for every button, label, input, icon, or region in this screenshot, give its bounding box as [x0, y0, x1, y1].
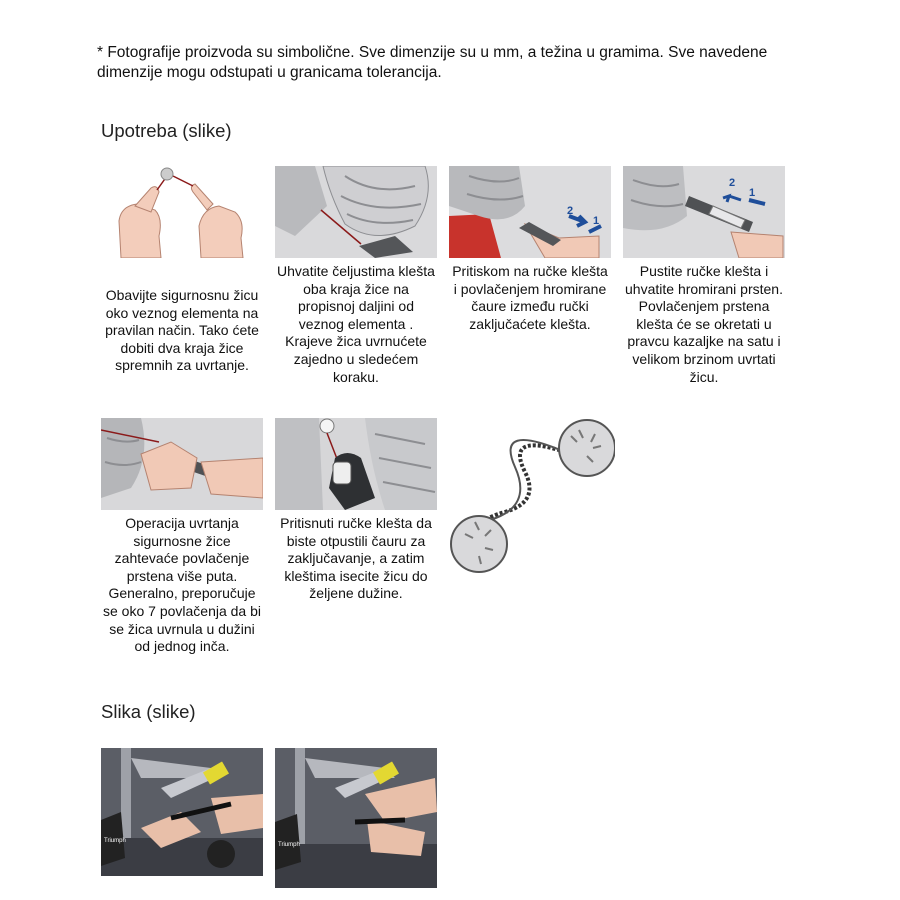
usage-step-1 — [101, 166, 263, 375]
step-2-illustration — [275, 166, 437, 258]
product-photo-2 — [275, 748, 437, 888]
product-photo-1 — [101, 748, 263, 876]
step-4-arrow-label-2: 2 — [729, 177, 736, 189]
disclaimer-note: * Fotografije proizvoda su simbolične. Sve dimenzije su u mm, a težina u gramima. Sve navedene dimenzije mogu odstupati u granicama tolerancija. — [97, 44, 768, 81]
step-1-illustration — [101, 166, 263, 258]
step-3-arrow-label-1: 1 — [593, 215, 600, 227]
usage-step-3 — [449, 166, 611, 333]
step-6-illustration — [275, 418, 437, 510]
usage-step-2 — [275, 166, 437, 386]
step-4-arrow-label-1: 1 — [749, 187, 756, 199]
step-3-arrow-label-2: 2 — [567, 205, 574, 217]
step-4-caption: Pustite ručke klešta i uhvatite hromirani prsten. Povlačenjem prstena klešta će se okretati u pravcu kazaljke na satu i velikom brzinom uvrtati žicu. — [625, 263, 783, 385]
step-1-caption: Obavijte sigurnosnu žicu oko veznog elementa na pravilan način. Tako ćete dobiti dva kraja žice spremnih za uvrtanje. — [105, 287, 259, 374]
step-2-caption: Uhvatite čeljustima klešta oba kraja žice na propisnoj daljini od veznog elementa . Krajeve žica uvrnućete zajedno u sledećem koraku. — [277, 263, 435, 385]
step-3-illustration — [449, 166, 611, 258]
images-section-title: Slika (slike) — [101, 701, 196, 722]
step-5-caption: Operacija uvrtanja sigurnosne žice zahtevaće povlačenje prstena više puta. Generalno, preporučuje se oko 7 povlačenja da bi se žica uvrnula u dužini od jednog inča. — [103, 515, 261, 655]
photo-1-brand-sign: Triumph — [104, 838, 126, 844]
photo-2-brand-sign: Triumph — [278, 842, 300, 848]
step-3-caption: Pritiskom na ručke klešta i povlačenjem hromirane čaure između ručki zaključaćete klešta. — [452, 263, 608, 332]
usage-step-6 — [275, 418, 437, 603]
usage-section-title: Upotreba (slike) — [101, 120, 232, 141]
step-5-illustration — [101, 418, 263, 510]
usage-step-4 — [623, 166, 785, 386]
step-6-caption: Pritisnuti ručke klešta da biste otpustili čauru za zaključavanje, a zatim kleštima isecite žicu do željene dužine. — [280, 515, 432, 602]
product-illustration — [445, 412, 615, 582]
usage-step-5 — [101, 418, 263, 656]
step-4-illustration — [623, 166, 785, 258]
